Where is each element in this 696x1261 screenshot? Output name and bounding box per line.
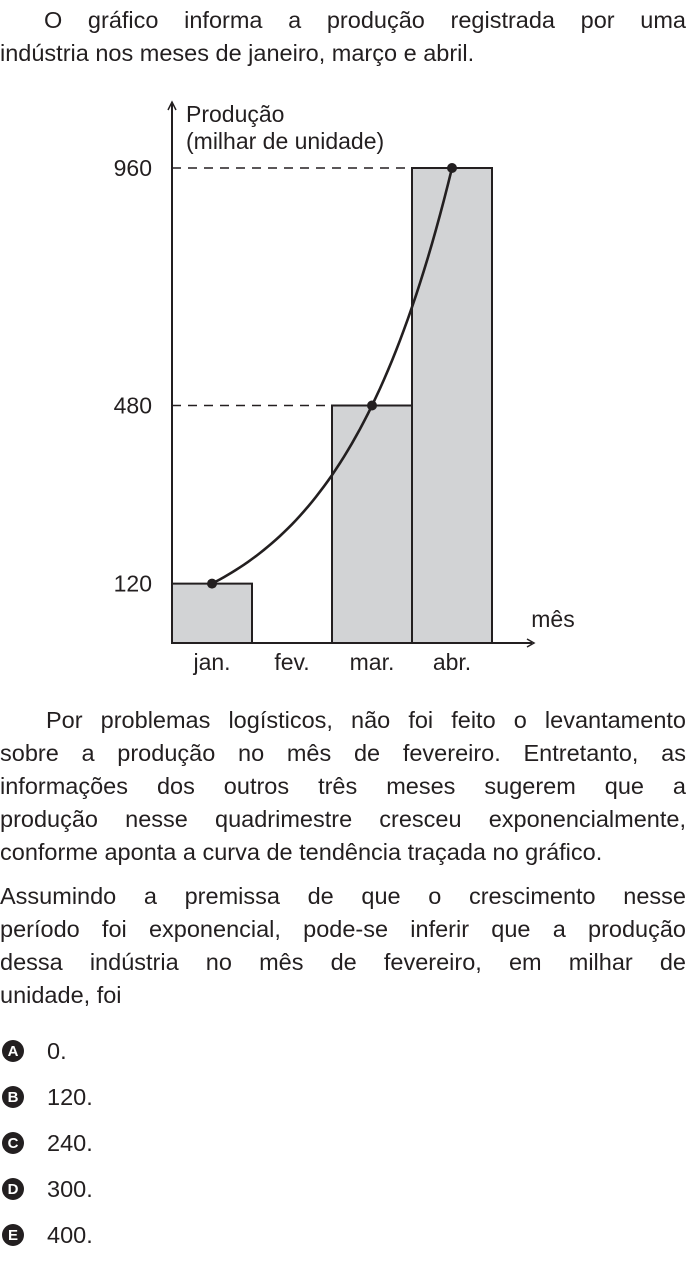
question-line-2: período foi exponencial, pode-se inferir que a produção <box>0 916 686 942</box>
guides-group <box>172 168 412 406</box>
context-line-3: informações dos outros três meses sugerem que a <box>0 773 686 799</box>
bar-0 <box>172 584 252 643</box>
y-axis-title-line-2: (milhar de unidade) <box>186 128 385 154</box>
question-line-3: dessa indústria no mês de fevereiro, em milhar de <box>0 949 686 975</box>
data-point-0 <box>207 579 217 589</box>
bar-2 <box>332 406 412 644</box>
context-paragraph <box>0 704 686 869</box>
x-tick-label-1: fev. <box>274 649 310 675</box>
y-tick-label-2: 960 <box>113 155 152 181</box>
y-tick-label-1: 480 <box>113 392 152 419</box>
option-c[interactable] <box>0 1128 93 1158</box>
y-tick-label-0: 120 <box>113 570 152 597</box>
context-line-4: produção nesse quadrimestre cresceu exponencialmente, <box>0 806 686 832</box>
option-a-value: 0. <box>47 1037 67 1064</box>
intro-line-2: indústria nos meses de janeiro, março e abril. <box>0 40 475 66</box>
option-c-value: 240. <box>47 1129 93 1156</box>
intro-paragraph <box>0 4 686 70</box>
option-a[interactable] <box>0 1036 67 1066</box>
option-b[interactable] <box>0 1082 93 1112</box>
option-d-letter: D <box>2 1178 24 1200</box>
option-e-value: 400. <box>47 1221 93 1248</box>
data-point-2 <box>367 401 377 411</box>
option-d-value: 300. <box>47 1175 93 1202</box>
production-chart <box>0 90 696 700</box>
bar-3 <box>412 168 492 643</box>
option-a-letter: A <box>2 1040 24 1062</box>
option-e-letter: E <box>2 1224 24 1246</box>
option-b-letter: B <box>2 1086 24 1108</box>
question-line-4: unidade, foi <box>0 982 122 1008</box>
x-tick-label-2: mar. <box>349 649 395 675</box>
context-line-1: Por problemas logísticos, não foi feito o levantamento <box>46 707 686 733</box>
y-axis-title-line-1: Produção <box>186 101 285 127</box>
x-tick-label-0: jan. <box>193 649 231 675</box>
option-d[interactable] <box>0 1174 93 1204</box>
context-line-5: conforme aponta a curva de tendência traçada no gráfico. <box>0 839 603 865</box>
option-c-letter: C <box>2 1132 24 1154</box>
option-e[interactable] <box>0 1220 93 1250</box>
option-b-value: 120. <box>47 1083 93 1110</box>
question-line-1: Assumindo a premissa de que o crescimento nesse <box>0 883 686 909</box>
x-axis-title: mês <box>531 606 575 632</box>
x-tick-label-3: abr. <box>432 649 472 675</box>
context-line-2: sobre a produção no mês de fevereiro. Entretanto, as <box>0 740 686 766</box>
data-point-3 <box>447 163 457 173</box>
intro-line-1: O gráfico informa a produção registrada por uma <box>44 7 686 33</box>
question-paragraph <box>0 880 686 1012</box>
